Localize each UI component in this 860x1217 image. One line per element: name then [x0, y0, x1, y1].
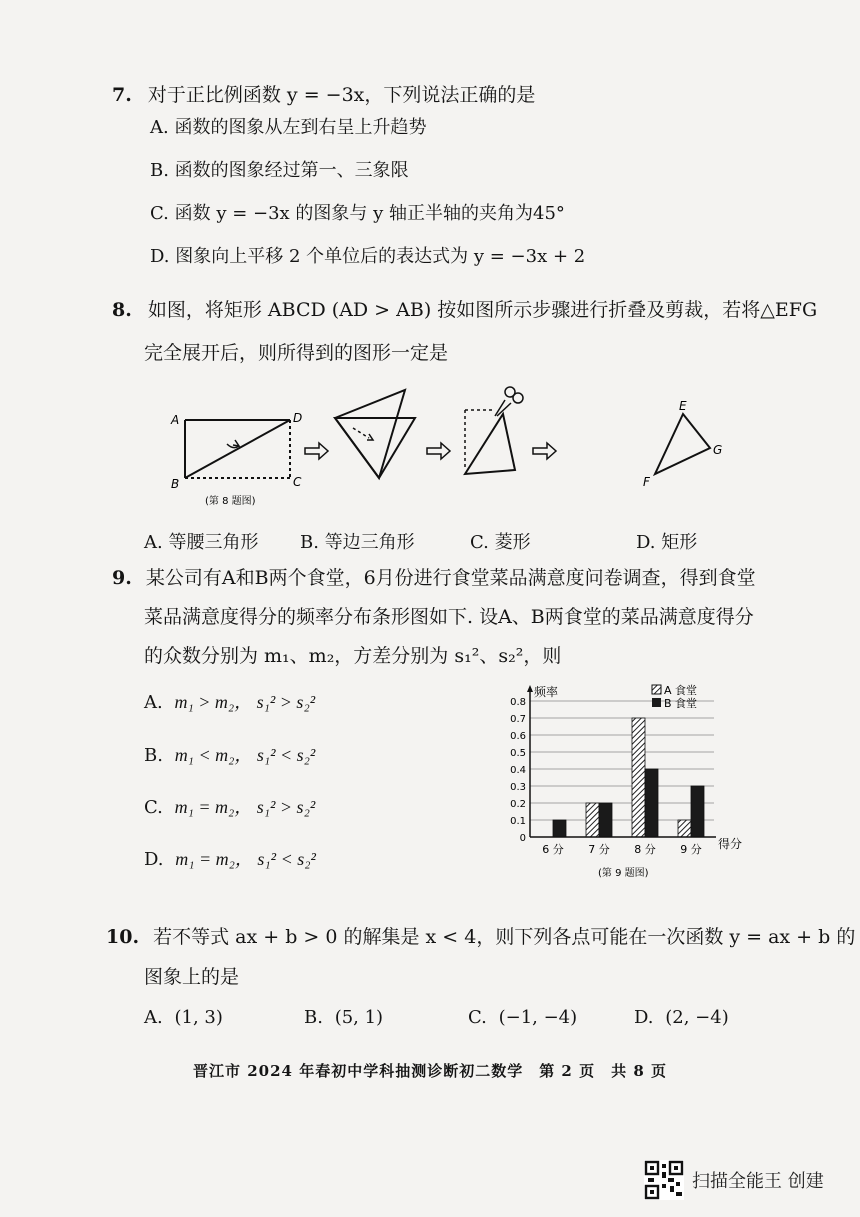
- q10-option-b-label: B.: [304, 1007, 323, 1028]
- q9-option-c-label: C.: [144, 797, 163, 818]
- label-e: E: [679, 399, 687, 413]
- qr-code-icon: [644, 1160, 684, 1200]
- q9-option-d-text: m₁ = m₂， s₁² < s₂²: [175, 849, 316, 869]
- label-d: D: [293, 411, 303, 425]
- q7-option-d: [150, 245, 585, 269]
- y-tick-label: 0.1: [510, 816, 526, 827]
- x-tick-label: 7 分: [588, 843, 610, 856]
- label-f: F: [643, 475, 650, 489]
- bar-a: [678, 820, 691, 837]
- x-tick-label: 6 分: [542, 843, 564, 856]
- q7-option-c: [150, 202, 565, 226]
- q10-option-c-text: (−1, −4): [498, 1007, 578, 1028]
- q9-option-b-text: m₁ < m₂， s₁² < s₂²: [174, 745, 316, 765]
- q10-stem-line2: 图象上的是: [144, 966, 240, 988]
- q9-option-a-label: A.: [144, 692, 163, 713]
- q10-option-d-text: (2, −4): [665, 1007, 729, 1028]
- q8-option-d-text: 矩形: [661, 532, 698, 553]
- q8-number: 8.: [112, 299, 132, 321]
- chart-grid: [530, 701, 714, 820]
- q10-option-d: [634, 1006, 729, 1030]
- q7-option-a-label: A.: [150, 117, 169, 138]
- q9-option-b-label: B.: [144, 745, 163, 766]
- q7-option-c-label: C.: [150, 203, 169, 224]
- q9-option-c: [144, 795, 315, 820]
- q10-option-d-label: D.: [634, 1007, 654, 1028]
- x-tick-label: 8 分: [634, 843, 656, 856]
- q10-option-a-label: A.: [144, 1007, 163, 1028]
- y-tick-label: 0.8: [510, 697, 526, 708]
- q8-option-d-label: D.: [636, 532, 656, 553]
- q10-option-c: [468, 1006, 577, 1030]
- legend-swatch-a: [652, 685, 661, 694]
- label-b: B: [171, 477, 180, 491]
- bar-b: [553, 820, 566, 837]
- arrow-icon: [533, 443, 556, 459]
- q7-stem: [112, 82, 535, 108]
- q7-option-b: [150, 159, 409, 183]
- q8-text-line1: 如图，将矩形 ABCD (AD > AB) 按如图所示步骤进行折叠及剪裁，若将△EFG: [147, 299, 818, 321]
- q10-option-b: [304, 1006, 383, 1030]
- q9-option-c-text: m₁ = m₂， s₁² > s₂²: [174, 797, 316, 817]
- q9-option-a-text: m₁ > m₂， s₁² > s₂²: [174, 692, 316, 712]
- q10-option-b-text: (5, 1): [334, 1007, 384, 1028]
- q10-option-c-label: C.: [468, 1007, 487, 1028]
- y-tick-label: 0: [519, 833, 526, 844]
- q9-stem-line1: [112, 565, 756, 591]
- y-tick-label: 0.5: [510, 748, 526, 759]
- q9-option-d-label: D.: [144, 849, 164, 870]
- bar-a: [632, 718, 645, 837]
- scanner-brand: [644, 1160, 844, 1200]
- q9-figure-caption: (第 9 题图): [598, 868, 649, 879]
- q7-number: 7.: [112, 84, 132, 106]
- q8-option-c-text: 菱形: [494, 532, 531, 553]
- y-tick-label: 0.6: [510, 731, 526, 742]
- q9-text-line1: 某公司有A和B两个食堂，6月份进行食堂菜品满意度问卷调查，得到食堂: [145, 567, 756, 589]
- q8-stem-line1: [112, 297, 817, 323]
- q9-bar-chart: [490, 682, 750, 880]
- scissors-icon: [495, 387, 523, 416]
- bar-b: [691, 786, 704, 837]
- q8-option-c-label: C.: [470, 532, 489, 553]
- bar-b: [599, 803, 612, 837]
- label-c: C: [293, 475, 302, 489]
- q8-option-b: [300, 531, 415, 555]
- q7-option-c-text: 函数 y = −3x 的图象与 y 轴正半轴的夹角为45°: [174, 203, 565, 224]
- q8-step4-triangle-efg: [643, 399, 722, 489]
- q7-option-d-label: D.: [150, 246, 170, 267]
- q8-option-b-text: 等边三角形: [324, 532, 415, 553]
- q8-stem-line2: 完全展开后，则所得到的图形一定是: [144, 342, 449, 364]
- q8-option-a-label: A.: [144, 532, 163, 553]
- q8-step3-cutting: [465, 387, 523, 474]
- q7-option-b-label: B.: [150, 160, 169, 181]
- label-a: A: [171, 413, 180, 427]
- q8-option-d: [636, 531, 697, 555]
- q10-stem-line1: [106, 924, 855, 950]
- q9-option-b: [144, 743, 315, 768]
- q8-option-b-label: B.: [300, 532, 319, 553]
- q8-figure-caption: (第 8 题图): [205, 496, 256, 507]
- y-tick-label: 0.2: [510, 799, 526, 810]
- q7-option-a: [150, 116, 426, 140]
- legend-label-a: A 食堂: [664, 684, 698, 697]
- legend-label-b: B 食堂: [664, 697, 698, 710]
- chart-y-axis-label: 频率: [534, 685, 559, 699]
- bar-a: [586, 803, 599, 837]
- y-tick-label: 0.4: [510, 765, 526, 776]
- y-tick-label: 0.3: [510, 782, 526, 793]
- chart-legend: [652, 683, 697, 710]
- bar-b: [645, 769, 658, 837]
- q10-number: 10.: [106, 926, 140, 948]
- q7-option-b-text: 函数的图象经过第一、三象限: [174, 160, 409, 181]
- q10-option-a: [144, 1006, 223, 1030]
- q7-option-d-text: 图象向上平移 2 个单位后的表达式为 y = −3x + 2: [175, 246, 586, 267]
- arrow-icon: [427, 443, 450, 459]
- q9-option-d: [144, 847, 316, 872]
- legend-swatch-b: [652, 698, 661, 707]
- chart-x-axis-label: 得分: [718, 837, 743, 851]
- q8-step2-folded: [335, 390, 415, 478]
- x-tick-label: 9 分: [680, 843, 702, 856]
- scanner-brand-text: 扫描全能王 创建: [692, 1171, 824, 1192]
- page-footer: 晋江市 2024 年春初中学科抽测诊断初二数学 第 2 页 共 8 页: [193, 1062, 667, 1080]
- q8-option-a-text: 等腰三角形: [168, 532, 259, 553]
- q7-option-a-text: 函数的图象从左到右呈上升趋势: [174, 117, 427, 138]
- q9-number: 9.: [112, 567, 132, 589]
- chart-bars: [553, 718, 704, 837]
- arrow-icon: [305, 443, 328, 459]
- q10-text-line1: 若不等式 ax + b > 0 的解集是 x < 4，则下列各点可能在一次函数 y = ax + b 的: [153, 926, 856, 948]
- q10-option-a-text: (1, 3): [174, 1007, 223, 1028]
- q8-step1-rectangle: [170, 411, 302, 507]
- q8-option-c: [470, 531, 531, 555]
- q9-stem-line2: 菜品满意度得分的频率分布条形图如下. 设A、B两食堂的菜品满意度得分: [144, 606, 754, 628]
- q8-option-a: [144, 531, 258, 555]
- q9-option-a: [144, 690, 315, 715]
- label-g: G: [713, 443, 723, 457]
- q9-stem-line3: 的众数分别为 m₁、m₂，方差分别为 s₁²、s₂²，则: [144, 645, 562, 667]
- q7-text: 对于正比例函数 y = −3x，下列说法正确的是: [147, 84, 536, 106]
- y-tick-label: 0.7: [510, 714, 526, 725]
- y-axis-arrow: [527, 685, 533, 692]
- q8-figure: [165, 378, 745, 520]
